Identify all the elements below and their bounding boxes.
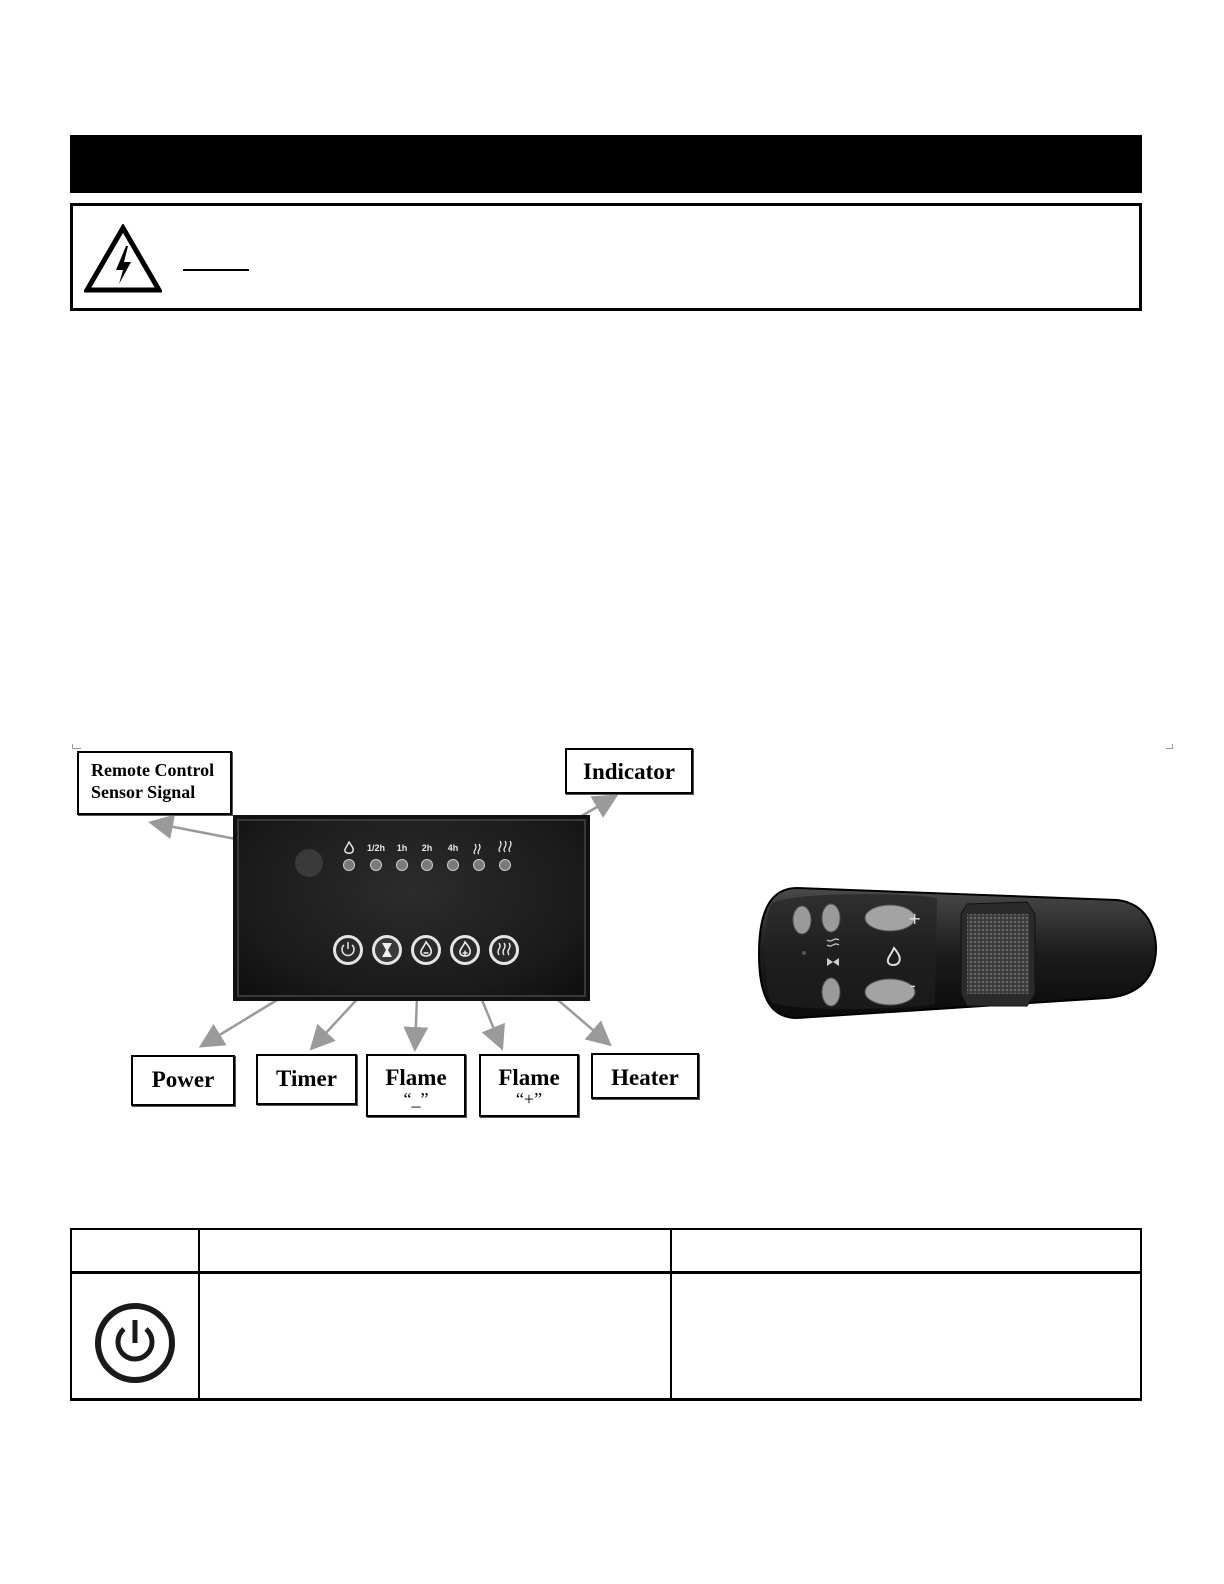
remote-sensor-window [295, 849, 323, 877]
indicator-label-half-hour: 1/2h [366, 843, 385, 853]
callout-remote-sensor [77, 751, 232, 815]
controls-table [70, 1228, 1142, 1401]
table-header-cell [671, 1229, 1141, 1273]
panel-timer-button[interactable] [372, 935, 402, 965]
indicator-led-1h [396, 859, 408, 871]
indicator-label-1h: 1h [396, 843, 408, 853]
power-icon [336, 938, 360, 962]
callout-timer-text: Timer [276, 1066, 337, 1091]
table-header-cell [71, 1229, 199, 1273]
callout-power-text: Power [151, 1067, 215, 1092]
indicator-led-heat-high [499, 859, 511, 871]
callout-heater-text: Heater [611, 1065, 679, 1090]
callout-power [131, 1055, 235, 1106]
remote-button-power[interactable] [793, 906, 811, 934]
remote-grip-texture [967, 914, 1029, 994]
indicator-led-heat-low [473, 859, 485, 871]
indicator-led-2h [421, 859, 433, 871]
remote-plus-symbol: + [908, 909, 922, 928]
heat-high-indicator-icon [497, 839, 513, 855]
power-icon [93, 1301, 177, 1385]
table-header-row [71, 1229, 1141, 1273]
panel-power-button[interactable] [333, 935, 363, 965]
callout-flame-plus-sub: “+” [515, 1089, 543, 1109]
flame-indicator-icon [342, 841, 356, 855]
callout-timer [256, 1054, 357, 1105]
callout-indicator-text: Indicator [583, 759, 675, 784]
remote-button-timer[interactable] [822, 904, 840, 932]
callout-flame-minus [366, 1054, 466, 1117]
heat-low-indicator-icon [472, 841, 486, 855]
panel-flame-plus-button[interactable] [450, 935, 480, 965]
indicator-label-4h: 4h [447, 843, 459, 853]
remote-led [802, 951, 806, 955]
callout-flame-plus-text: Flame [498, 1065, 560, 1090]
callout-flame-minus-text: Flame [385, 1065, 447, 1090]
remote-minus-symbol: - [910, 976, 916, 995]
remote-button-heater[interactable] [822, 978, 840, 1006]
table-cell [199, 1273, 671, 1400]
indicator-led-half-hour [370, 859, 382, 871]
remote-flame-minus-button[interactable] [865, 979, 915, 1005]
table-header-cell [199, 1229, 671, 1273]
callout-remote-sensor-line1: Remote Control [91, 760, 215, 780]
indicator-led-4h [447, 859, 459, 871]
remote-control-image [757, 884, 1159, 1022]
callout-flame-plus [479, 1054, 579, 1117]
callout-flame-minus-sub: “_” [403, 1089, 429, 1109]
control-panel-image [233, 815, 590, 1001]
flame-icon [414, 938, 438, 962]
callout-remote-sensor-line2: Sensor Signal [91, 782, 196, 802]
callout-heater [591, 1053, 699, 1099]
table-cell [671, 1273, 1141, 1400]
panel-heater-button[interactable] [489, 935, 519, 965]
callout-indicator [565, 748, 693, 794]
indicator-led-flame [343, 859, 355, 871]
heater-icon [492, 938, 516, 962]
panel-flame-minus-button[interactable] [411, 935, 441, 965]
timer-icon [375, 938, 399, 962]
indicator-label-2h: 2h [421, 843, 433, 853]
table-row [71, 1273, 1141, 1400]
flame-icon [453, 938, 477, 962]
table-icon-cell [71, 1273, 199, 1400]
